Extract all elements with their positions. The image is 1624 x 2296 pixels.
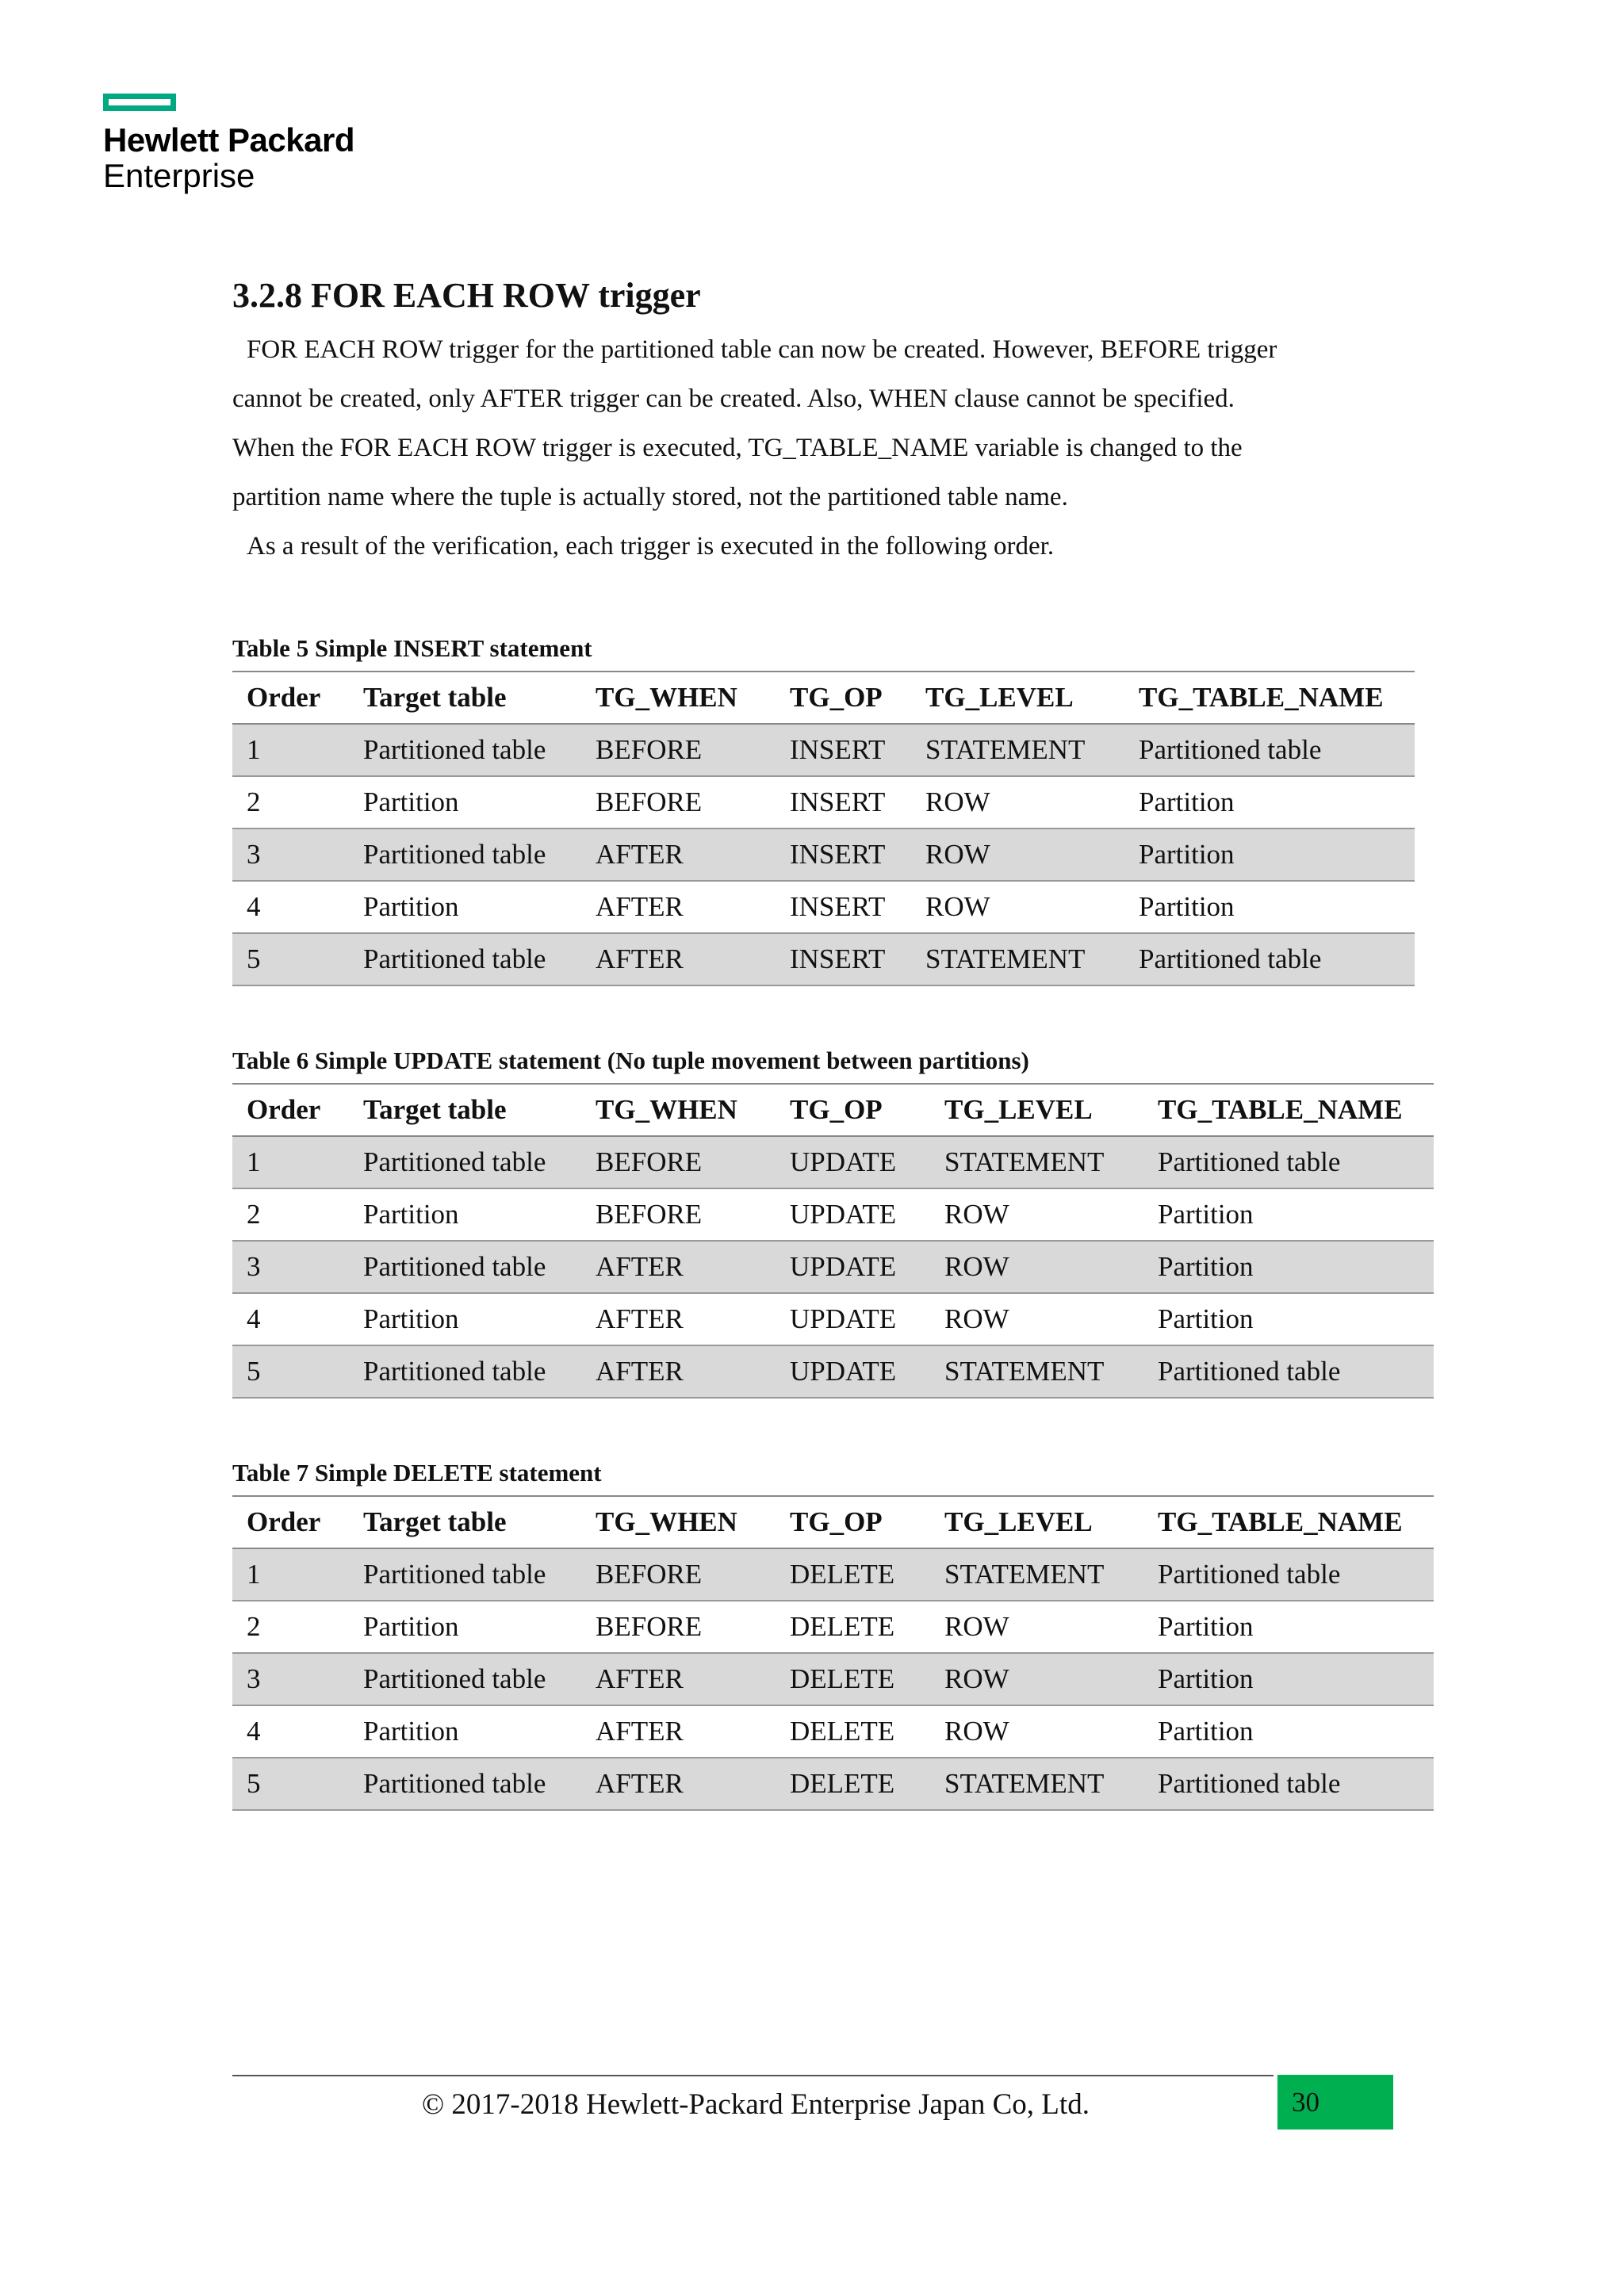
header-tg-level: TG_LEVEL	[911, 672, 1124, 724]
table-row	[232, 1188, 1434, 1241]
cell: UPDATE	[776, 1188, 930, 1241]
header-tg-table-name: TG_TABLE_NAME	[1143, 1496, 1434, 1548]
cell: DELETE	[776, 1653, 930, 1705]
table-row	[232, 1293, 1434, 1345]
header-order: Order	[232, 1496, 349, 1548]
cell: 3	[232, 828, 349, 881]
cell: UPDATE	[776, 1293, 930, 1345]
para-line: When the FOR EACH ROW trigger is executed, TG_TABLE_NAME variable is changed to the	[232, 434, 1243, 462]
cell: Partitioned table	[349, 1758, 581, 1810]
page-number: 30	[1277, 2075, 1393, 2130]
cell: STATEMENT	[911, 724, 1124, 776]
cell: BEFORE	[581, 1188, 776, 1241]
cell: 1	[232, 724, 349, 776]
footer-copyright: © 2017-2018 Hewlett-Packard Enterprise Japan Co, Ltd.	[422, 2088, 1090, 2121]
hpe-logo	[103, 94, 354, 193]
cell: Partition	[349, 1705, 581, 1758]
cell: AFTER	[581, 828, 776, 881]
header-tg-level: TG_LEVEL	[930, 1084, 1143, 1136]
cell: Partition	[1143, 1241, 1434, 1293]
delete-trigger-table	[232, 1495, 1434, 1811]
cell: STATEMENT	[930, 1758, 1143, 1810]
cell: 3	[232, 1241, 349, 1293]
cell: UPDATE	[776, 1136, 930, 1188]
table-caption: Table 7 Simple DELETE statement	[232, 1459, 602, 1487]
logo-text-line2: Enterprise	[103, 157, 255, 194]
header-tg-when: TG_WHEN	[581, 1496, 776, 1548]
cell: STATEMENT	[911, 933, 1124, 985]
cell: DELETE	[776, 1758, 930, 1810]
cell: 4	[232, 881, 349, 933]
cell: AFTER	[581, 933, 776, 985]
cell: Partitioned table	[1124, 933, 1415, 985]
cell: INSERT	[776, 776, 911, 828]
header-order: Order	[232, 1084, 349, 1136]
para-line: cannot be created, only AFTER trigger can be created. Also, WHEN clause cannot be specified.	[232, 385, 1235, 413]
verification-paragraph: As a result of the verification, each trigger is executed in the following order.	[247, 532, 1055, 561]
cell: Partitioned table	[349, 828, 581, 881]
table-block-delete	[232, 1457, 1438, 1811]
section-title: 3.2.8 FOR EACH ROW trigger	[232, 276, 701, 315]
header-tg-table-name: TG_TABLE_NAME	[1124, 672, 1415, 724]
cell: Partitioned table	[1143, 1136, 1434, 1188]
cell: 1	[232, 1548, 349, 1601]
table-row	[232, 1758, 1434, 1810]
table-caption: Table 5 Simple INSERT statement	[232, 634, 592, 662]
table-row	[232, 828, 1415, 881]
table-block-insert	[232, 633, 1438, 986]
cell: 1	[232, 1136, 349, 1188]
table-row	[232, 1345, 1434, 1398]
table-caption: Table 6 Simple UPDATE statement (No tuple movement between partitions)	[232, 1047, 1029, 1074]
cell: Partitioned table	[349, 1241, 581, 1293]
cell: Partition	[1143, 1705, 1434, 1758]
cell: Partition	[1143, 1293, 1434, 1345]
header-tg-table-name: TG_TABLE_NAME	[1143, 1084, 1434, 1136]
table-row	[232, 1136, 1434, 1188]
cell: ROW	[930, 1188, 1143, 1241]
cell: 5	[232, 1758, 349, 1810]
cell: ROW	[930, 1653, 1143, 1705]
update-trigger-table	[232, 1083, 1434, 1399]
cell: Partitioned table	[349, 1345, 581, 1398]
table-row	[232, 1241, 1434, 1293]
cell: Partition	[1143, 1653, 1434, 1705]
cell: AFTER	[581, 1653, 776, 1705]
cell: Partition	[1124, 881, 1415, 933]
cell: AFTER	[581, 1345, 776, 1398]
table-block-update	[232, 1045, 1438, 1399]
main-content	[232, 270, 1438, 1811]
cell: Partition	[349, 776, 581, 828]
logo-text-line1: Hewlett Packard	[103, 121, 354, 159]
header-tg-op: TG_OP	[776, 1084, 930, 1136]
cell: ROW	[930, 1293, 1143, 1345]
table-row	[232, 1548, 1434, 1601]
cell: AFTER	[581, 1758, 776, 1810]
table-row	[232, 933, 1415, 985]
header-target-table: Target table	[349, 1496, 581, 1548]
cell: 3	[232, 1653, 349, 1705]
cell: BEFORE	[581, 1548, 776, 1601]
cell: AFTER	[581, 1705, 776, 1758]
cell: UPDATE	[776, 1241, 930, 1293]
table-row	[232, 1601, 1434, 1653]
cell: STATEMENT	[930, 1136, 1143, 1188]
footer-divider	[232, 2075, 1274, 2076]
cell: DELETE	[776, 1548, 930, 1601]
cell: Partition	[1124, 828, 1415, 881]
cell: 2	[232, 1601, 349, 1653]
table-row	[232, 881, 1415, 933]
cell: AFTER	[581, 1293, 776, 1345]
cell: INSERT	[776, 881, 911, 933]
cell: ROW	[930, 1705, 1143, 1758]
cell: Partitioned table	[1124, 724, 1415, 776]
cell: AFTER	[581, 881, 776, 933]
cell: BEFORE	[581, 724, 776, 776]
cell: DELETE	[776, 1705, 930, 1758]
cell: Partitioned table	[349, 933, 581, 985]
cell: 4	[232, 1293, 349, 1345]
cell: UPDATE	[776, 1345, 930, 1398]
header-order: Order	[232, 672, 349, 724]
cell: Partition	[349, 1188, 581, 1241]
table-row	[232, 776, 1415, 828]
cell: 5	[232, 1345, 349, 1398]
cell: STATEMENT	[930, 1548, 1143, 1601]
cell: Partitioned table	[349, 1653, 581, 1705]
cell: DELETE	[776, 1601, 930, 1653]
cell: BEFORE	[581, 1601, 776, 1653]
cell: 2	[232, 776, 349, 828]
cell: INSERT	[776, 828, 911, 881]
table-row	[232, 1653, 1434, 1705]
cell: STATEMENT	[930, 1345, 1143, 1398]
header-tg-level: TG_LEVEL	[930, 1496, 1143, 1548]
header-tg-when: TG_WHEN	[581, 672, 776, 724]
cell: 4	[232, 1705, 349, 1758]
logo-rectangle-icon	[103, 94, 176, 111]
cell: Partitioned table	[349, 724, 581, 776]
cell: ROW	[911, 881, 1124, 933]
cell: Partitioned table	[1143, 1758, 1434, 1810]
para-line: partition name where the tuple is actually stored, not the partitioned table name.	[232, 483, 1068, 511]
table-header-row	[232, 1496, 1434, 1548]
insert-trigger-table	[232, 671, 1415, 986]
cell: INSERT	[776, 933, 911, 985]
cell: ROW	[911, 776, 1124, 828]
header-tg-op: TG_OP	[776, 672, 911, 724]
header-tg-op: TG_OP	[776, 1496, 930, 1548]
table-header-row	[232, 672, 1415, 724]
para-line: FOR EACH ROW trigger for the partitioned table can now be created. However, BEFORE trigger	[247, 335, 1277, 364]
cell: AFTER	[581, 1241, 776, 1293]
cell: Partitioned table	[1143, 1345, 1434, 1398]
table-row	[232, 724, 1415, 776]
cell: 5	[232, 933, 349, 985]
cell: Partitioned table	[1143, 1548, 1434, 1601]
cell: BEFORE	[581, 1136, 776, 1188]
cell: BEFORE	[581, 776, 776, 828]
cell: INSERT	[776, 724, 911, 776]
cell: ROW	[911, 828, 1124, 881]
cell: Partition	[349, 1293, 581, 1345]
cell: ROW	[930, 1241, 1143, 1293]
cell: Partitioned table	[349, 1548, 581, 1601]
table-header-row	[232, 1084, 1434, 1136]
header-target-table: Target table	[349, 1084, 581, 1136]
cell: 2	[232, 1188, 349, 1241]
table-row	[232, 1705, 1434, 1758]
header-tg-when: TG_WHEN	[581, 1084, 776, 1136]
cell: Partition	[349, 1601, 581, 1653]
cell: Partition	[349, 881, 581, 933]
header-target-table: Target table	[349, 672, 581, 724]
cell: Partition	[1143, 1188, 1434, 1241]
intro-paragraph	[232, 325, 1438, 571]
cell: Partition	[1124, 776, 1415, 828]
cell: Partitioned table	[349, 1136, 581, 1188]
cell: Partition	[1143, 1601, 1434, 1653]
cell: ROW	[930, 1601, 1143, 1653]
